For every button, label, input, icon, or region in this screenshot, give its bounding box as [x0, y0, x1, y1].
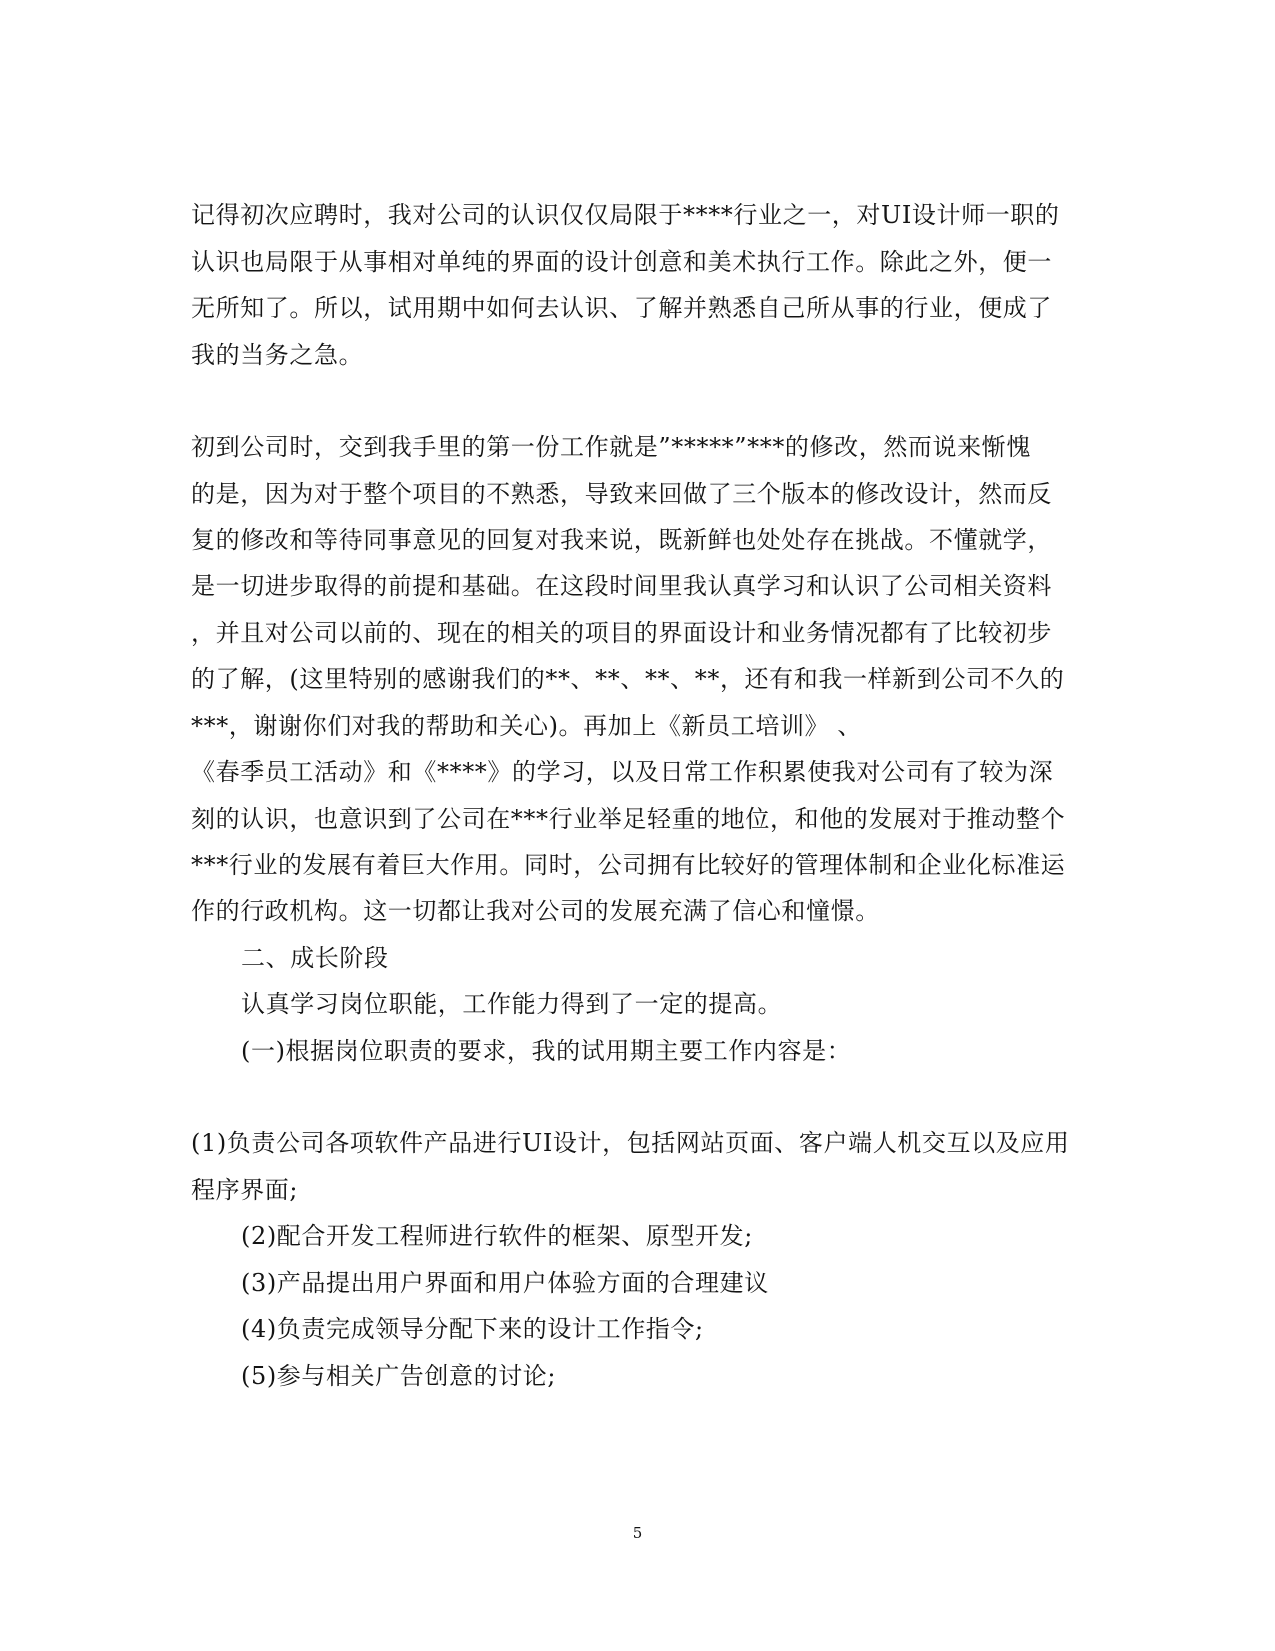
duty-5: (5)参与相关广告创意的讨论; [241, 1362, 557, 1390]
section-intro: 认真学习岗位职能，工作能力得到了一定的提高。 [241, 990, 783, 1018]
paragraph-2-line-8: 《春季员工活动》和《****》的学习，以及日常工作积累使我对公司有了较为深 [191, 758, 1054, 786]
paragraph-1-line-3: 无所知了。所以，试用期中如何去认识、了解并熟悉自己所从事的行业，便成了 [191, 294, 1052, 322]
paragraph-2-line-2: 的是，因为对于整个项目的不熟悉，导致来回做了三个版本的修改设计，然而反 [191, 480, 1052, 508]
paragraph-2-line-4: 是一切进步取得的前提和基础。在这段时间里我认真学习和认识了公司相关资料 [191, 572, 1052, 600]
section-heading: 二、成长阶段 [241, 944, 389, 972]
duty-1-line-1: (1)负责公司各项软件产品进行UI设计，包括网站页面、客户端人机交互以及应用 [191, 1129, 1070, 1157]
paragraph-2-line-9: 刻的认识，也意识到了公司在***行业举足轻重的地位，和他的发展对于推动整个 [191, 805, 1066, 833]
duty-4: (4)负责完成领导分配下来的设计工作指令; [241, 1315, 704, 1343]
paragraph-2-line-1: 初到公司时，交到我手里的第一份工作就是”*****”***的修改，然而说来惭愧 [191, 433, 1031, 461]
paragraph-2-line-7: ***，谢谢你们对我的帮助和关心)。再加上《新员工培训》 、 [191, 712, 862, 740]
paragraph-1-line-1: 记得初次应聘时，我对公司的认识仅仅局限于****行业之一，对UI设计师一职的 [191, 201, 1060, 229]
paragraph-2-line-11: 作的行政机构。这一切都让我对公司的发展充满了信心和憧憬。 [191, 897, 880, 925]
page-number: 5 [632, 1524, 643, 1542]
paragraph-2-line-5: ，并且对公司以前的、现在的相关的项目的界面设计和业务情况都有了比较初步 [191, 619, 1052, 647]
paragraph-1-line-4: 我的当务之急。 [191, 341, 364, 369]
paragraph-1-line-2: 认识也局限于从事相对单纯的界面的设计创意和美术执行工作。除此之外，便一 [191, 248, 1052, 276]
paragraph-2-line-3: 复的修改和等待同事意见的回复对我来说，既新鲜也处处存在挑战。不懂就学， [191, 526, 1052, 554]
paragraph-2-line-6: 的了解，(这里特别的感谢我们的**、**、**、**，还有和我一样新到公司不久的 [191, 665, 1065, 693]
duty-2: (2)配合开发工程师进行软件的框架、原型开发; [241, 1222, 753, 1250]
duty-1-line-2: 程序界面; [191, 1176, 299, 1204]
subsection-heading: (一)根据岗位职责的要求，我的试用期主要工作内容是： [241, 1037, 852, 1065]
paragraph-2-line-10: ***行业的发展有着巨大作用。同时，公司拥有比较好的管理体制和企业化标准运 [191, 851, 1066, 879]
duty-3: (3)产品提出用户界面和用户体验方面的合理建议 [241, 1269, 769, 1297]
